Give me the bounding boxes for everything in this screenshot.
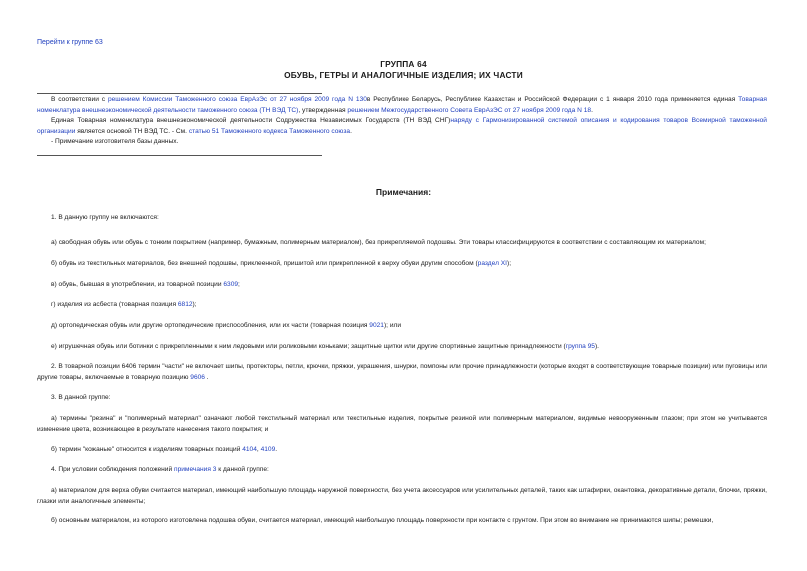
note-1f bbox=[37, 342, 767, 353]
group-subtitle: ОБУВЬ, ГЕТРЫ И АНАЛОГИЧНЫЕ ИЗДЕЛИЯ; ИХ ЧАСТИ bbox=[284, 70, 523, 80]
link-4104[interactable]: 4104 bbox=[242, 446, 257, 453]
note-1c bbox=[37, 280, 767, 291]
text: в Республике Беларусь, Республике Казахстан и Российской Федерации с 1 января 2010 года применяется единая bbox=[366, 96, 739, 103]
link-customs-code-article-51[interactable]: статью 51 Таможенного кодекса Таможенного союза bbox=[188, 127, 351, 135]
text: ). bbox=[594, 343, 599, 350]
text: ); bbox=[507, 260, 512, 267]
text: . bbox=[591, 106, 593, 114]
link-harmonized-system-intro[interactable]: наряду с bbox=[450, 117, 483, 124]
text: б) обувь из текстильных материалов, без внешней подошвы, приклеенной, пришитой или прикрепленной к верху обуви другим способом ( bbox=[51, 260, 478, 267]
text: б) термин "кожаные" относится к изделиям товарных позиций bbox=[51, 446, 243, 453]
note-1e bbox=[37, 321, 767, 332]
link-9021[interactable]: 9021 bbox=[369, 322, 384, 329]
text: д) ортопедическая обувь или другие ортопедические приспособления, или их части (товарная позиция bbox=[51, 322, 370, 329]
text: ; bbox=[238, 281, 240, 288]
link-note-3[interactable]: примечания 3 bbox=[174, 466, 217, 473]
link-4109[interactable]: 4109 bbox=[260, 446, 276, 453]
goto-group-63-link[interactable]: Перейти к группе 63 bbox=[37, 39, 103, 46]
text: В соответствии с bbox=[51, 96, 108, 103]
link-harmonized-system[interactable]: Гармонизированной системой описания и кодирования товаров Всемирной таможенной организации bbox=[37, 117, 767, 135]
note-1d bbox=[37, 300, 767, 311]
note-3b bbox=[37, 445, 767, 456]
text: является основой ТН ВЭД ТС. - См. bbox=[75, 127, 189, 135]
text: 4. При условии соблюдения положений bbox=[51, 466, 174, 473]
preface-paragraph-1 bbox=[37, 95, 767, 116]
group-title: ГРУППА 64 bbox=[380, 59, 427, 69]
text: г) изделия из асбеста (товарная позиция bbox=[51, 301, 178, 308]
text: ); bbox=[192, 301, 197, 308]
note-3a: а) термины "резина" и "полимерный материал" означают любой текстильный материал или текстильные изделия, покрытые резиной или полимерным материалом, видимые невооруженным глазом; при этом не учитывается изменение цвета, возникающее в результате нанесения такого покрытия; и bbox=[37, 415, 767, 433]
link-council-decision[interactable]: решением Межгосударственного Совета ЕврАзЭС от 27 ноября 2009 года N 18 bbox=[347, 106, 592, 114]
link-commission-decision[interactable]: решением Комиссии Таможенного союза ЕврАзЭс от 27 ноября 2009 года N 130 bbox=[107, 96, 367, 103]
link-6309[interactable]: 6309 bbox=[223, 281, 239, 288]
divider-top bbox=[37, 93, 322, 94]
link-section-xi[interactable]: раздел XI bbox=[477, 260, 507, 267]
divider-bottom bbox=[37, 155, 322, 156]
text: к данной группе: bbox=[216, 466, 269, 473]
text: . bbox=[350, 127, 352, 135]
notes-heading: Примечания: bbox=[375, 187, 432, 197]
link-group-95[interactable]: группа 95 bbox=[565, 343, 595, 350]
preface-paragraph-2 bbox=[37, 116, 767, 137]
text: в) обувь, бывшая в употреблении, из товарной позиции bbox=[51, 281, 224, 288]
note-1b bbox=[37, 259, 767, 270]
note-4 bbox=[37, 465, 767, 476]
note-4a: а) материалом для верха обуви считается материал, имеющий наибольшую площадь наружной поверхности, без учета аксессуаров или усилительных деталей, таких как штафирки, окантовка, декоративные детали, блочки, пряжки, глазки или аналогичные элементы; bbox=[37, 487, 767, 505]
note-4b: б) основным материалом, из которого изготовлена подошва обуви, считается материал, имеющий наибольшую площадь поверхности при контакте с грунтом. При этом во внимание не принимаются шипы; ремешки, bbox=[51, 517, 714, 524]
note-1: 1. В данную группу не включаются: bbox=[51, 214, 159, 221]
text: е) игрушечная обувь или ботинки с прикрепленными к ним ледовыми или роликовыми коньками; защитные щитки или другие спортивные защитные принадлежности ( bbox=[51, 343, 566, 350]
text: . bbox=[275, 446, 278, 453]
text: , утвержденная bbox=[298, 106, 348, 114]
link-tn-ved-ts[interactable]: Товарная номенклатура внешнеэкономической деятельности таможенного союза (ТН ВЭД ТС) bbox=[37, 96, 767, 114]
preface-note: - Примечание изготовителя базы данных. bbox=[51, 138, 179, 145]
text: . bbox=[204, 373, 209, 381]
text: Единая Товарная номенклатура внешнеэкономической деятельности Содружества Независимых Государств (ТН ВЭД СНГ) bbox=[51, 117, 451, 124]
text: ); или bbox=[383, 322, 402, 329]
text: 2. В товарной позиции 6406 термин "части" не включает шипы, протекторы, петли, крючки, пряжки, украшения, шнурки, помпоны или прочие принадлежности (которые входят в соответствующие товарные позиции) или пуговицы или другие товары, включаемые в товарную позицию bbox=[37, 363, 767, 381]
link-9606[interactable]: 9606 bbox=[190, 373, 205, 381]
note-2 bbox=[37, 362, 767, 383]
text: , bbox=[256, 446, 261, 453]
link-6812[interactable]: 6812 bbox=[177, 301, 193, 308]
note-3: 3. В данной группе: bbox=[51, 394, 111, 401]
note-1a: а) свободная обувь или обувь с тонким покрытием (например, бумажным, полимерным материалом), без прикрепляемой подошвы. Эти товары классифицируются в соответствии с составляющим их материалом; bbox=[51, 239, 706, 246]
